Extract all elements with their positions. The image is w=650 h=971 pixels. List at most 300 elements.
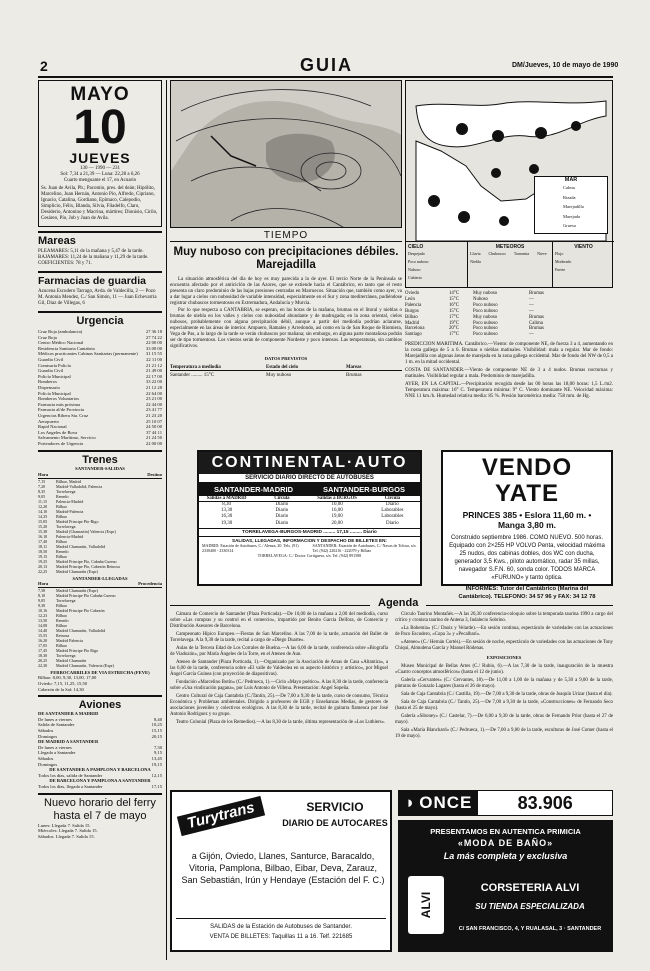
col-circula-2: Circula xyxy=(384,496,401,501)
legend-meteoros-item: Nieve xyxy=(537,251,547,256)
avion-value: 7,30 xyxy=(153,744,162,750)
continental-cell: Diario xyxy=(275,502,289,507)
turytrans-title: SERVICIO xyxy=(306,800,364,814)
tren-salida-time: 11,15 xyxy=(38,498,48,504)
tren-llegada-time: 10,16 xyxy=(38,607,48,613)
agenda-item: Fundación «Marcelino Botín» (C./ Pedrueca, 1).—Ciclo «Mayo poético». A las 8,30 de la tarde, conferencia sobre «Una vindicación pagana», por Luis Antonio de Villena. Presentación: Angel Sopeña. xyxy=(170,680,388,691)
temperature-cell: Nuboso xyxy=(473,296,488,302)
moon-phase: Cuarto menguante el 17, en Acuario xyxy=(63,178,137,183)
forecast-cell: Muy nuboso xyxy=(266,372,292,378)
urgencia-list xyxy=(38,329,162,446)
urgencia-value: 21 23 20 xyxy=(145,412,162,418)
temperature-cell: Muy nuboso xyxy=(473,291,498,296)
avion-label: Llegada a Santander xyxy=(38,750,76,756)
yacht-info: INFORMES: Tutor del Cantábrico (Marina del Cantábrico). TELEFONO: 34 57 96 y FAX: 34 12 78 xyxy=(458,586,596,600)
temperature-cell: Muy nuboso xyxy=(473,314,498,320)
legend-meteoros-item: Chubascos xyxy=(488,251,506,256)
urgencia-value: 27 36 18 xyxy=(145,329,162,334)
urgencia-label: Bomberos xyxy=(38,379,57,385)
urgencia-label: Los Angeles de Bova xyxy=(38,429,78,435)
col-salidas-burgos: Salidas a BURGOS xyxy=(317,496,357,501)
sea-legend-item: Marejada xyxy=(563,213,580,219)
forecast-cell: Brumas xyxy=(346,372,362,378)
tren-llegada-place: Madrid Chamartín, Valencia (Expr) xyxy=(56,662,115,668)
maritime-text: PREDICCION MARITIMA. Cantábrico.—Viento: de componente NE, de fuerza 3 a 4, aumentando en la costa gallega de 5 a 6. Brumas o nieblas matinales. Visibilidad: mala a regular. Mar de fondo: Marejadilla con algunas áreas de marejada en la zona gallega occidental. Mar de fondo del NW de 0,5 a 1 m. en la mitad occidental. xyxy=(405,342,613,366)
urgencia-value: 23 21 00 xyxy=(145,396,162,402)
forecast-map xyxy=(405,80,613,288)
urgencia-label: Rapid Nacional xyxy=(38,424,67,430)
trenes-llegadas-sub: SANTANDER-LLEGADAS xyxy=(72,575,128,581)
tren-llegada-place: Bilbao xyxy=(56,612,67,618)
weather-section-label: TIEMPO xyxy=(170,230,402,242)
urgencia-label: Policía Municipal xyxy=(38,390,71,396)
legend-cielo xyxy=(406,242,468,288)
tren-salida-time: 16,10 xyxy=(38,533,48,539)
ferry-line: Sábados: Llegada 7. Salida 15. xyxy=(38,833,95,839)
avion-label: Todos los días, llegada a Santander xyxy=(38,783,103,789)
urgencia-value: 33 22 00 xyxy=(145,379,162,385)
temperature-cell: Poco nuboso xyxy=(473,308,498,314)
feve-line: Oviedo: 7,15, 11,25, 15,50 xyxy=(38,681,88,687)
legend-meteoros-item: Tormenta xyxy=(513,251,530,256)
urgencia-value: 23 41 77 xyxy=(145,407,162,413)
urgencia-label: Médicos practicantes Cabinas Sanitarias (permanente) xyxy=(38,351,138,357)
urgencia-value: 21 24 50 xyxy=(145,435,162,441)
urgencia-label: Policía Municipal xyxy=(38,373,71,379)
agenda-item: Cámara de Comercio de Santander (Plaza Porticada).—De 10,00 de la mañana a 2,00 del mediodía, curso sobre «Las compras y su control en el comercio», impartido por Benito Garcia Delfora, de Comercio y Distribución Asesores de Barcelona. xyxy=(170,612,388,629)
tren-llegada-time: 14,08 xyxy=(38,622,48,628)
tren-salida-row xyxy=(38,569,162,574)
agenda-item: Campeonato Hípico Europeo.—Fiestas de San Marcelino. A las 7,00 de la tarde, actuación del Ballet de Torrelavega. A la 9,30 de la tarde, recital a cargo de «Diego Duarte». xyxy=(170,632,388,643)
tren-llegada-place: Madrid Chamartín, Valladolid xyxy=(56,627,106,633)
torrelavega-line: TORRELAVEGA-BURGOS-MADRID ......... 17,15 ......... Diario xyxy=(199,528,420,537)
weather-headline: Muy nuboso con precipitaciones débiles. Marejadilla xyxy=(173,246,399,271)
avion-value: 8,40 xyxy=(153,716,162,722)
continental-cell: Diario xyxy=(385,502,399,507)
avion-value: 12,15 xyxy=(151,772,162,778)
once-number: 83.906 xyxy=(517,792,573,813)
turytrans-footer-2: VENTA DE BILLETES: Taquillas 11 a 16. Telf. 221685 xyxy=(209,934,353,940)
tren-salida-place: Madrid Chamartín, Valladolid xyxy=(56,543,106,549)
weather-map-image xyxy=(170,80,402,228)
tren-llegada-time: 16,20 xyxy=(38,637,48,643)
temperature-cell: — xyxy=(529,332,534,338)
once-logo xyxy=(399,791,478,815)
ferry-line: Miércoles: Llegada 7. Salida 15. xyxy=(38,828,98,834)
farmacias-text: Azucena Escudero Tarrago, Avda. de Valdecilla, 2 — Pozo M. Antonia Mendez, C./ San Simón, 11 — Juan Echevarria Gil, Diaz de Villegas, 6 xyxy=(38,289,157,306)
temperature-cell: 14°C xyxy=(449,291,459,296)
urgencia-label: Aeropuerto xyxy=(38,418,59,424)
turytrans-logo: Turytrans xyxy=(177,796,265,836)
sun-moon-line: Sol: 7,34 a 21,39 — Luna: 22,28 a 6,26 xyxy=(60,172,140,177)
day-number: 10 xyxy=(73,101,127,154)
temperature-cell: — xyxy=(529,302,534,308)
agenda-item: «La Bohemia» (C./ Daoiz y Velarde).—En sesión continua, espectáculo de variedades con las actuaciones de Paco Escudero, «Copa 3» y «Pecalbarí». xyxy=(395,626,613,637)
legend-meteoros xyxy=(468,242,553,288)
tren-llegada-place: Madrid Principe Pío Cabaña Cuerno xyxy=(56,592,116,598)
urgencia-value: 22 17 00 xyxy=(145,373,162,379)
page-number: 2 xyxy=(40,58,48,74)
date-box xyxy=(38,80,162,227)
urgencia-value: 22 00 00 xyxy=(145,440,162,446)
legend-viento-item: Fuerte xyxy=(554,267,566,272)
turytrans-route: a Gijón, Oviedo, Llanes, Santurce, Baracaldo, Vitoria, Pamplona, Bilbao, Eibar, Deva, Zarauz, San Sebastián, Irún y Hendaye (Estación del F. C.) xyxy=(181,851,385,885)
tren-salida-time: 17,40 xyxy=(38,538,48,544)
col-hora: Hora xyxy=(38,472,49,478)
agenda-title: Agenda xyxy=(370,597,426,609)
avion-label: Sábados xyxy=(38,728,54,733)
legend-viento-item: Moderado xyxy=(554,259,572,264)
tren-salida-place: Bilbao xyxy=(56,538,67,544)
tren-llegada-place: Reinosa xyxy=(56,632,70,638)
avion-value: 10,25 xyxy=(151,722,162,728)
urgencia-value: 27 74 22 xyxy=(145,334,162,340)
legend-meteoros-title: METEOROS xyxy=(495,244,525,250)
col-circula: Circula xyxy=(274,496,290,501)
tren-salida-place: Madrid-Palencia xyxy=(56,508,84,514)
alvi-ad xyxy=(398,820,613,952)
urgencia-label: Bomberos Voluntarios xyxy=(38,396,80,402)
santander-office: SANTANDER: Estación de Autobuses, C./ Navas de Tolosa, s/n. Tel. (942) 220216 - 222079 y Bilbao xyxy=(312,542,417,553)
tren-llegada-time: 7,58 xyxy=(38,587,46,593)
legend-cielo-item: Despejado xyxy=(408,251,425,256)
urgencia-value: 31 15 55 xyxy=(145,351,162,357)
yacht-title: VENDO YATE xyxy=(481,454,573,507)
tren-salida-place: Palencia-Madrid xyxy=(56,498,84,504)
avion-value: 15,15 xyxy=(151,728,162,733)
weather-body-2: Por lo que respecta a CANTABRIA, se esperan, en las horas de la mañana, brumas en el litoral y nieblas o brumas de niebla en los valles y cielos con nubosidad abundante y de madrugada; en la zona oriental, cielos nubosos, probablemente con alguna precipitación débil, aunque a partir del mediodía podrían aclararse, especialmente en las áreas de interior. Ampuero, Ramales y Arredondo, así como en la de San Roque de Riomiera, Vega de Pas, a lo largo de la tarde se verán chubascos por mañana; sin embargo, en alguna parte montañosa podrán ser de tipo tormentoso. Los vientos serán de componente Nordeste y poco intensos. Las temperaturas, sin cambios significativos. xyxy=(170,308,402,349)
tren-salida-place: Torrelavega xyxy=(56,488,76,494)
tren-salida-time: 22,25 xyxy=(38,568,48,574)
alvi-headline: PRESENTAMOS EN AUTENTICA PRIMICIA xyxy=(430,827,581,836)
sea-legend-item: Marejadilla xyxy=(563,204,584,209)
feve-line: Bilbao: 8,00, 9,30, 13,00, 17,00 xyxy=(38,675,97,681)
continental-cell: Laborables xyxy=(381,508,404,514)
avion-value: 13,45 xyxy=(151,755,162,761)
agenda-item: Galería «Cervantes» (C./ Cervantes, 18).—De 11,00 a 1,00 de la mañana y de 5,30 a 9,00 de la tarde, pinturas de Gonzalo Lagares (hasta el 26 de mayo). xyxy=(395,677,613,689)
legend-cielo-item: Cubierto xyxy=(408,275,422,280)
tren-salida-time: 18,11 xyxy=(38,543,48,549)
agenda-col-2 xyxy=(395,612,613,742)
urgencia-label: Dispensario xyxy=(38,384,60,390)
temperature-cell: Brumas xyxy=(529,291,544,296)
avion-label: Todos los días, salida de Santander xyxy=(38,772,103,778)
legend-viento-item: Flojo xyxy=(554,251,564,256)
urgencia-value: 22 00 00 xyxy=(145,340,162,346)
avion-label: Sábados xyxy=(38,755,54,761)
tren-llegada-time: 14,40 xyxy=(38,627,48,633)
continental-cell: 13,30 xyxy=(221,508,233,514)
temperature-cell: — xyxy=(529,308,534,314)
urgencia-value: 37 44 11 xyxy=(146,429,162,435)
avion-value: 17,15 xyxy=(151,783,162,789)
tren-llegada-place: Renedo xyxy=(56,617,69,623)
agenda-item: Centro Cultural de Caja Cantabria (C./Tantín, 25).—De 7,00 a 9,30 de la tarde, curso de consumo, Técnica Económica y Problemas ambientales. Dirigido a profesores de EGB y Enseñanzas Medias, de gestores de asociaciones juveniles y colectivos ecológicos. A las 8,30 de la tarde, recital de guitarra flamenca por José Antonio Rodríguez y su grupo. xyxy=(170,694,388,717)
legend-cielo-title: CIELO xyxy=(408,244,424,250)
tren-llegada-time: 18,30 xyxy=(38,652,48,658)
urgencia-label: Centro Médico Nacional xyxy=(38,340,84,346)
ayer-text: AYER, EN LA CAPITAL.—Precipitación recogida desde las 00 horas las 18,00 horas: 1,5 L./m2. Temperatura máxima: 16° C. Temperatura mínima: 9° C. Viento dominante NE. Velocidad máxima: NNE 11 km./h. Humedad relativa media: 85 %. Presión barométrica media: 758 mm. de Hg. xyxy=(405,382,613,400)
ferry-line: Lunes: Llegada 7. Salida 15. xyxy=(38,822,91,828)
agenda-item: Sala de Caja Cantabria (C./ Tantín, 25).—De 7,00 a 9,30 de la tarde, «Construcciones» de Fernando Seco (hasta el 25 de mayo). xyxy=(395,699,613,711)
tren-salida-place: Bilbao xyxy=(56,553,67,559)
torrelavega-office: TORRELAVEGA: C./ Doctor Cortiguera, s/n. Tel. (942) 891588 xyxy=(257,553,362,559)
madrid-office: MADRID: Estación de Autobuses, C./ Alenza, 20. Tels. (91) 2330400 - 2330314 xyxy=(202,542,299,553)
tren-salida-time: 7,15 xyxy=(38,478,46,484)
forecast-col: Temperatura a mediodía xyxy=(170,364,221,370)
tren-salida-place: Madrid Chamartín (Expr) xyxy=(56,568,99,574)
exposiciones-title: EXPOSICIONES xyxy=(486,655,522,660)
tren-salida-place: Renedo xyxy=(56,548,69,554)
date-line: DM/Jueves, 10 de mayo de 1990 xyxy=(512,62,619,69)
continental-cell: Diario xyxy=(275,508,289,514)
avion-value: 20,15 xyxy=(151,733,162,739)
urgencia-label: Residencia Sanitaria Cantabria xyxy=(38,345,95,351)
tren-salida-place: Madrid Principe Pío, Cabezón Reinosa xyxy=(56,563,120,569)
temperature-cell: — xyxy=(529,296,534,302)
costa-text: COSTA DE SANTANDER.—Viento de componente NE de 3 a 4 nudos. Brumas nocturnas y matinales. Visibilidad regular a mala. Predominio de marejadilla. xyxy=(405,368,613,380)
tren-llegada-place: Madrid Principe Pío Rigo xyxy=(56,647,99,653)
once-dots-icon: ◗ xyxy=(405,793,417,812)
continental-cell: 10,00 xyxy=(331,502,343,507)
aviones-sub: DE BARCELONA Y PAMPLONA A SANTANDER xyxy=(49,778,151,784)
temperature-table xyxy=(405,291,613,338)
saints-text: Ss. Juan de Avila, Pb.; Pacomio, pres. del deán; Hipólito, Marcelino, Juan Hernán, Antonio Pio, Alfredo, Cipriano, Ignacio, Catalina, Gordiano, Epímaco, Calepodio, Simplicio, Félix, Blanda, Silvia, Filadelfo, Claro, Desiderio, Antonino y Macrina, mártires; Dionisio, Cirilo, Cesáreo, Pío, Job y Juan de Avila. xyxy=(41,186,158,221)
temperature-cell: 15°C xyxy=(449,308,459,314)
agenda-item: Sala «María Blanchard» (C./ Pedrueca, 1).—De 7,00 a 9,00 de la tarde, esculturas de José Comer (hasta el 19 de mayo). xyxy=(395,727,613,739)
map-legend xyxy=(406,241,614,288)
weather-article xyxy=(170,230,402,378)
tren-salida-place: Bilbao xyxy=(56,503,67,509)
urgencia-value: 21 49 00 xyxy=(145,368,162,374)
yacht-ad xyxy=(441,450,613,600)
agenda-item: Sala de Caja Cantabria (C./ Castilla, 19).—De 7,00 a 9,30 de la tarde, obras de Joaquín Urizar (hasta el día). xyxy=(401,691,613,697)
alvi-moda: «MODA DE BAÑO» xyxy=(457,838,554,848)
agenda-item: Museo Municipal de Bellas Artes (C./ Rubio, 6).—A las 7,30 de la tarde, inauguración de la muestra «Cuatro conceptos atmosféricos» (hasta el 12 de junio). xyxy=(395,663,613,675)
alvi-name: CORSETERIA ALVI xyxy=(480,882,580,894)
tren-llegada-time: 9,05 xyxy=(38,597,46,603)
temperature-cell: Poco nuboso xyxy=(473,302,498,308)
alvi-logo xyxy=(408,876,444,934)
col-salidas-madrid: Salidas a MADRID xyxy=(206,496,247,501)
avion-label: De lunes a viernes xyxy=(38,744,72,750)
urgencia-label: Farmacia al/de Provincia xyxy=(38,407,84,413)
temperature-cell: 17°C xyxy=(449,314,459,320)
urgencia-label: Cruz Roja xyxy=(38,334,57,340)
tren-salida-time: 15,05 xyxy=(38,518,48,524)
tren-salida-time: 14,10 xyxy=(38,508,48,514)
agenda-item: Teatro Colonial (Plaza de los Remedios).—A las 8,30 de la tarde, última representación de «Los Luthiers». xyxy=(176,720,386,725)
urgencia-label: Comisaría Policía xyxy=(38,362,71,368)
aviones-sub: DE SANTANDER A MADRID xyxy=(38,711,99,717)
continental-cell: 20,00 xyxy=(331,520,343,526)
yacht-body: Construido septiembre 1986. COMO NUEVO. 500 horas. Equipado con 2×255 HP VOLVO Penta, velocidad máxima 25 nudos, dos cabinas dobles, dos WC con ducha, generador 3,5 Kws., piloto automático, radar 35 millas, navegador S.F.N. 60, sonda color. TODOS MARCA «FURUNO» y tanto óptica. xyxy=(449,535,605,581)
temperature-cell: 19°C xyxy=(449,320,459,326)
temperatures-block xyxy=(405,291,613,400)
forecast-cell: Santander ......... 15°C xyxy=(170,372,215,378)
temperature-row xyxy=(405,332,613,338)
legend-cielo-item: Nuboso xyxy=(408,267,421,272)
turytrans-ad xyxy=(170,790,392,952)
avion-label: Domingos xyxy=(38,733,58,739)
tren-llegada-place: Madrid Chamartín (Expr) xyxy=(56,587,99,593)
tren-llegada-place: Torrelavega xyxy=(56,652,76,658)
sea-legend-item: Calma xyxy=(563,185,575,190)
col-destino: Destino xyxy=(147,472,162,478)
continental-cell: 16,00 xyxy=(331,508,343,514)
alvi-address: C/ SAN FRANCISCO, 4, Y RUALASAL, 3 · SANTANDER xyxy=(458,926,602,932)
col-procedencia: Procedencia xyxy=(138,581,162,587)
tren-llegada-time: 8,10 xyxy=(38,592,46,598)
urgencia-value: 22 11 00 xyxy=(146,356,162,362)
tren-llegada-time: 13,50 xyxy=(38,617,48,623)
tren-llegada-time: 17,45 xyxy=(38,647,48,653)
sea-legend-items xyxy=(535,183,607,231)
temperature-cell: Calima xyxy=(529,320,543,326)
legend-viento xyxy=(553,242,614,288)
once-label: ONCE xyxy=(419,793,473,812)
tren-salida-time: 20,13 xyxy=(38,563,48,569)
temperature-cell: 20°C xyxy=(449,326,459,332)
continental-cell: 16,30 xyxy=(221,514,233,520)
tren-llegada-time: 22,30 xyxy=(38,662,48,668)
tren-llegada-time: 20,25 xyxy=(38,657,48,663)
feve-title: FERROCARRILES DE VIA ESTRECHA (FEVE) xyxy=(50,669,150,675)
col-hora-2: Hora xyxy=(38,581,49,587)
farmacias-title: Farmacias de guardia xyxy=(38,271,162,287)
temperature-cell: León xyxy=(405,296,415,302)
continental-brand: CONTINENTAL·AUTO xyxy=(199,452,420,474)
feve-line: Cabezón de la Sal: 14,30 xyxy=(38,686,84,692)
tren-salida-time: 19,15 xyxy=(38,553,48,559)
avion-value: 9,15 xyxy=(153,750,162,756)
temperature-cell: 17°C xyxy=(449,332,459,338)
agenda-item: Círculo Taurino Montañés.—A las 20,30 conferencia-coloquio sobre la temporada taurina 1990 a cargo del crítico y cronista taurino de Antena 3, Indalecio Sobrino. xyxy=(395,612,613,623)
tren-llegada-place: Bilbao xyxy=(56,602,67,608)
alvi-logo-text: ALVI xyxy=(418,891,433,919)
sea-legend xyxy=(534,176,608,234)
urgencia-value: 25 10 07 xyxy=(145,418,162,424)
agenda-item: Galería «Siboney» (C./ Castelar, 7).—De 6,00 a 9,30 de la tarde, obras de Fernando Prior (hasta el 27 de mayo). xyxy=(395,713,613,725)
forecast-col: Mareas xyxy=(346,364,362,370)
urgencia-label: Salvamento Marítimo, Servicio xyxy=(38,435,96,441)
temperature-cell: Oviedo xyxy=(405,291,420,296)
tren-salida-place: Palencia-Madrid xyxy=(56,533,84,539)
month: MAYO xyxy=(70,84,130,105)
avion-row xyxy=(38,784,162,790)
trenes-title: Trenes xyxy=(38,450,162,466)
urgencia-value: 33 00 00 xyxy=(145,345,162,351)
urgencia-label: Cruz Roja (ambulancia) xyxy=(38,329,83,334)
urgencia-value: 21 21 12 xyxy=(145,362,162,368)
weather-body-1: La situación atmosférica del día de hoy es muy parecida a la de ayer. El tercio Norte de la Península se encuentra afectado por el anticiclón de las Azores, que se extiende hacia el Cantábrico, en tanto que el resto presenta un claro predominio de las bajas presiones centradas en Marruecos. Situación que, también como ayer, va a dar lugar a cielos con nubosidad de variable intensidad, especialmente en el Sur y zona mediterránea, pudiéndose registrar chubascos tormentosos en Extremadura, Andalucía y Murcia. xyxy=(170,277,402,306)
turytrans-subtitle: DIARIO DE AUTOCARES xyxy=(282,818,388,828)
urgencia-label: Guardia Civil xyxy=(38,356,64,362)
continental-cell: Diario xyxy=(385,520,399,526)
sea-legend-title: MAR xyxy=(564,177,578,183)
route-right: SANTANDER-BURGOS xyxy=(323,485,405,494)
urgencia-label: Urgencias Ribera Sta. Cruz xyxy=(38,412,89,418)
coeficientes: COEFICIENTES: 78 y 71. xyxy=(38,261,92,266)
page-title: GUIA xyxy=(300,55,353,75)
agenda-col-1 xyxy=(170,612,388,728)
legend-cielo-item: Poco nuboso xyxy=(408,259,429,264)
urgencia-value: 22 44 00 xyxy=(145,401,162,407)
left-column xyxy=(38,80,162,839)
tren-salida-place: Torrelavega xyxy=(56,523,76,529)
tren-salida-time: 8,35 xyxy=(38,488,46,494)
temperature-cell: Brumas xyxy=(529,326,544,332)
tren-salida-place: Madrid (Chamartín) Valencia (Expr) xyxy=(56,528,116,534)
tren-salida-time: 12,20 xyxy=(38,503,48,509)
continental-cell: Laborables xyxy=(381,514,404,520)
agenda-item: Ateneo de Santander (Plaza Porticada, 1).—Organizado por la Asociación de Amas de Casa «Altamira», a las 6,00 de la tarde, conferencia sobre «El valle de Valdeolea en su aspecto histórico y artístico», por Miguel Ángel García Guinea (con proyección de diapositivas). xyxy=(170,660,388,677)
continental-subtitle: SERVICIO DIARIO DIRECTO DE AUTOBUSES xyxy=(199,474,420,483)
tren-salida-time: 15,38 xyxy=(38,528,48,534)
aviones-sub: DE SANTANDER A PAMPLONA Y BARCELONA xyxy=(49,767,151,773)
sea-legend-item: Gruesa xyxy=(563,223,576,228)
tren-llegada-place: Bilbao xyxy=(56,642,67,648)
mareas-title: Mareas xyxy=(38,231,162,247)
tren-llegada-row xyxy=(38,663,162,668)
temperature-cell: Poco nuboso xyxy=(473,326,498,332)
urgencia-label: Farmacia más próxima xyxy=(38,401,81,407)
ferry-title: Nuevo horario del ferry hasta el 7 de mayo xyxy=(38,793,162,823)
avion-label: Salida de Santander xyxy=(38,722,75,728)
tren-salida-place: Bilbao, Madrid xyxy=(56,478,82,484)
temperature-cell: Barcelona xyxy=(405,326,425,332)
route-left: SANTANDER-MADRID xyxy=(214,485,294,494)
forecast-col: Estado del cielo xyxy=(266,364,298,370)
avion-label: De lunes a viernes xyxy=(38,716,72,722)
temperature-cell: Poco nuboso xyxy=(473,320,498,326)
tren-salida-time: 14,35 xyxy=(38,513,48,519)
continental-footer: SALIDAS, LLEGADAS, INFORMACION Y DESPACHO DE BILLETES EN: xyxy=(232,537,387,543)
continental-cell: 19,00 xyxy=(331,514,343,520)
sea-legend-item: Rizada xyxy=(563,194,576,200)
tren-llegada-place: Torrelavega xyxy=(56,597,76,603)
tren-salida-place: Madrid Principe Pío, Cabaña Cuerno xyxy=(56,558,117,564)
agenda-item: Aulas de la Tercera Edad de Los Corrales de Buelna.—A las 6,00 de la tarde, conferencia sobre «Biografía de Viaduzón», por María Ángeles de la Torre, en el Ateneo de Aun. xyxy=(170,646,388,657)
temperature-cell: 15°C xyxy=(449,296,459,302)
urgencia-title: Urgencia xyxy=(38,311,162,327)
tren-salida-time: 18,50 xyxy=(38,548,48,554)
tren-salida-place: Madrid Principe Pío-Rigo xyxy=(56,518,99,524)
continental-row xyxy=(199,521,420,527)
tren-llegada-time: 15,55 xyxy=(38,632,48,638)
continental-cell: 19,30 xyxy=(221,520,233,526)
tren-salida-place: Renedo xyxy=(56,493,69,499)
forecast-title: DATOS PREVISTOS xyxy=(264,356,308,361)
temperature-cell: Santiago xyxy=(405,332,422,338)
temperature-cell: Brumas xyxy=(529,314,544,320)
continental-cell: Diario xyxy=(275,520,289,526)
continental-schedule xyxy=(199,502,420,527)
urgencia-row xyxy=(38,441,162,447)
urgencia-value: 24 50 00 xyxy=(145,424,162,430)
tren-llegada-place: Bilbao xyxy=(56,622,67,628)
continental-auto-ad xyxy=(197,450,422,586)
temperature-cell: Palencia xyxy=(405,302,422,308)
continental-cell: 8,30 xyxy=(222,502,231,507)
year-line: 130 — 1990 — 231 xyxy=(80,166,120,171)
tren-salida-time: 9,05 xyxy=(38,493,46,499)
tren-llegada-time: 12,23 xyxy=(38,612,48,618)
avion-label: Domingos xyxy=(38,761,58,767)
legend-viento-title: VIENTO xyxy=(574,244,593,250)
avion-value: 19,15 xyxy=(151,761,162,767)
tren-salida-place: Madrid-Valladolid, Palencia xyxy=(56,483,103,489)
